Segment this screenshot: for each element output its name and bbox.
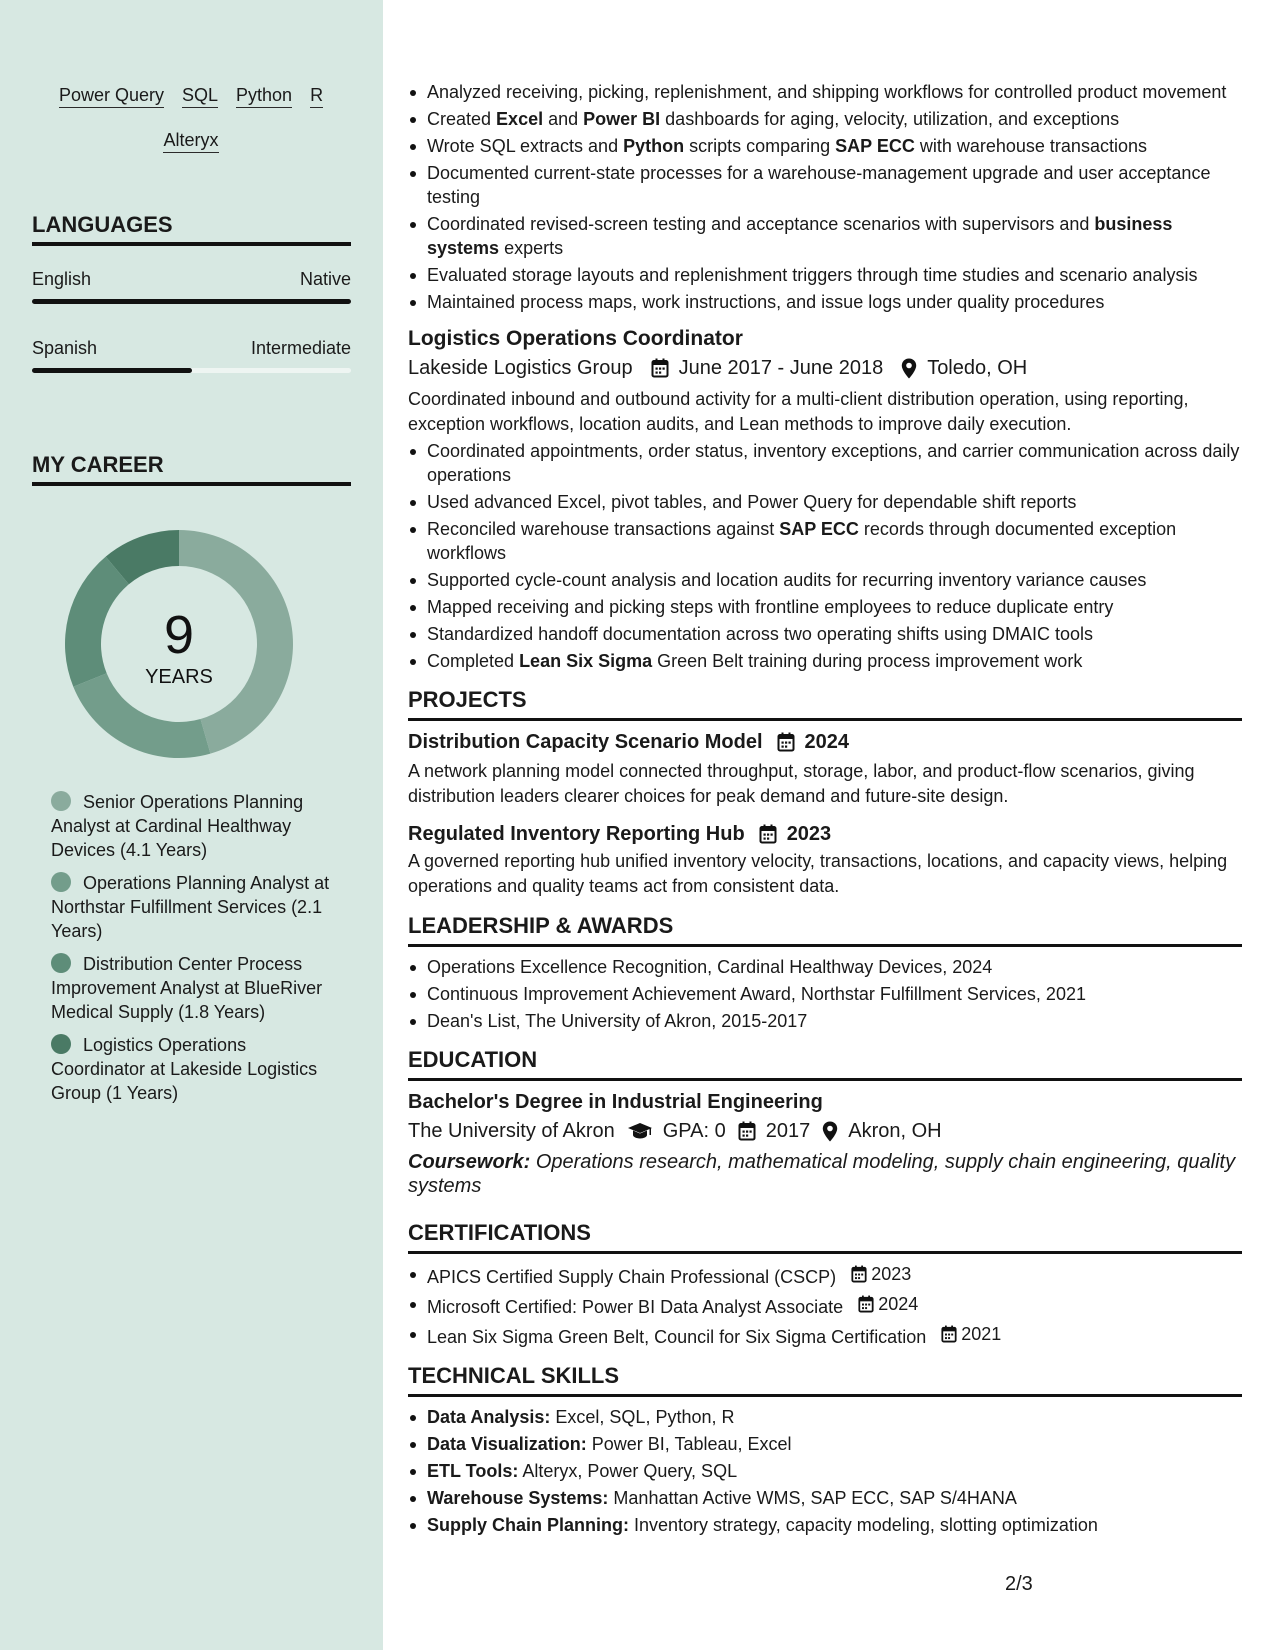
bullet-item: Evaluated storage layouts and replenishment triggers through time studies and scenario analysis bbox=[408, 263, 1242, 287]
language-proficiency-bar bbox=[32, 368, 351, 373]
job-bullets bbox=[408, 439, 1242, 673]
language-proficiency-bar bbox=[32, 299, 351, 304]
skill-label: Supply Chain Planning: bbox=[427, 1515, 629, 1535]
career-legend-item bbox=[51, 871, 331, 943]
language-row bbox=[32, 268, 351, 290]
project-title-row bbox=[408, 821, 1242, 847]
career-total-unit: YEARS bbox=[145, 666, 213, 688]
certifications-list bbox=[408, 1262, 1242, 1349]
technical-skill-item bbox=[408, 1486, 1242, 1510]
page-number: 2/3 bbox=[1005, 1573, 1033, 1595]
award-item: Dean's List, The University of Akron, 2015-2017 bbox=[408, 1009, 1242, 1033]
language-level: Native bbox=[299, 269, 351, 289]
bullet-item: Supported cycle-count analysis and location audits for recurring inventory variance causes bbox=[408, 568, 1242, 592]
bullet-item: Analyzed receiving, picking, replenishment, and shipping workflows for controlled product movement bbox=[408, 80, 1242, 104]
certification-item bbox=[408, 1292, 1242, 1319]
education-heading: EDUCATION bbox=[408, 1047, 1242, 1081]
legend-dot bbox=[51, 1034, 71, 1054]
language-level: Intermediate bbox=[250, 338, 351, 358]
calendar-icon bbox=[651, 358, 669, 378]
language-name: English bbox=[32, 269, 92, 289]
skill-label: Data Analysis: bbox=[427, 1407, 551, 1427]
language-row bbox=[32, 337, 351, 359]
career-legend-item bbox=[51, 1033, 331, 1105]
bullet-item: Completed Lean Six Sigma Green Belt training during process improvement work bbox=[408, 649, 1242, 673]
certification-item bbox=[408, 1322, 1242, 1349]
career-legend-text: Logistics Operations Coordinator at Lakeside Logistics Group (1 Years) bbox=[51, 1035, 318, 1103]
job-company: Lakeside Logistics Group bbox=[408, 357, 633, 379]
bullet-item: Wrote SQL extracts and Python scripts comparing SAP ECC with warehouse transactions bbox=[408, 134, 1242, 158]
award-item: Continuous Improvement Achievement Award, Northstar Fulfillment Services, 2021 bbox=[408, 982, 1242, 1006]
education-gpa: GPA: 0 bbox=[662, 1120, 726, 1142]
education-year: 2017 bbox=[765, 1120, 811, 1142]
skill-label: ETL Tools: bbox=[427, 1461, 519, 1481]
career-legend-item bbox=[51, 952, 331, 1024]
job-description: Coordinated inbound and outbound activity for a multi-client distribution operation, using reporting, exception workflows, location audits, and Lean methods to improve daily execution. bbox=[408, 389, 1189, 434]
technical-skill-item bbox=[408, 1405, 1242, 1429]
bullet-item: Maintained process maps, work instructions, and issue logs under quality procedures bbox=[408, 290, 1242, 314]
technical-skill-item bbox=[408, 1432, 1242, 1456]
job-meta bbox=[408, 355, 1242, 381]
skill-label: Data Visualization: bbox=[427, 1434, 587, 1454]
career-legend bbox=[51, 790, 331, 1114]
career-legend-text: Operations Planning Analyst at Northstar Fulfillment Services (2.1 Years) bbox=[51, 873, 330, 941]
award-item: Operations Excellence Recognition, Cardinal Healthway Devices, 2024 bbox=[408, 955, 1242, 979]
skill-tag: Alteryx bbox=[163, 129, 218, 153]
calendar-icon bbox=[759, 824, 777, 844]
sidebar-skills bbox=[32, 84, 350, 153]
bullet-item: Used advanced Excel, pivot tables, and Power Query for dependable shift reports bbox=[408, 490, 1242, 514]
certification-year: 2023 bbox=[871, 1264, 912, 1284]
languages-heading: LANGUAGES bbox=[32, 212, 351, 246]
skill-value: Power BI, Tableau, Excel bbox=[591, 1434, 792, 1454]
main-content bbox=[383, 0, 1275, 1650]
skill-tag: R bbox=[310, 84, 323, 108]
career-legend-item bbox=[51, 790, 331, 862]
technical-skills-heading: TECHNICAL SKILLS bbox=[408, 1363, 1242, 1397]
calendar-icon bbox=[738, 1121, 756, 1141]
bullet-item: Mapped receiving and picking steps with frontline employees to reduce duplicate entry bbox=[408, 595, 1242, 619]
career-heading: MY CAREER bbox=[32, 452, 351, 486]
language-proficiency-fill bbox=[32, 368, 192, 373]
donut-slice bbox=[179, 530, 293, 754]
project-description: A governed reporting hub unified inventory velocity, transactions, locations, and capacity views, helping operations and quality teams act from consistent data. bbox=[408, 851, 1228, 896]
language-proficiency-fill bbox=[32, 299, 351, 304]
calendar-icon bbox=[777, 732, 795, 752]
technical-skill-item bbox=[408, 1459, 1242, 1483]
career-total-number: 9 bbox=[163, 605, 195, 665]
map-pin-icon bbox=[901, 358, 917, 379]
legend-dot bbox=[51, 791, 71, 811]
map-pin-icon bbox=[822, 1121, 838, 1142]
career-donut-chart bbox=[60, 525, 298, 763]
projects-heading: PROJECTS bbox=[408, 687, 1242, 721]
bullet-item: Coordinated revised-screen testing and acceptance scenarios with supervisors and business systems experts bbox=[408, 212, 1242, 260]
job-location: Toledo, OH bbox=[927, 357, 1028, 379]
legend-dot bbox=[51, 953, 71, 973]
bullet-item: Coordinated appointments, order status, inventory exceptions, and carrier communication across daily operations bbox=[408, 439, 1242, 487]
coursework-label: Coursework: bbox=[408, 1151, 531, 1173]
skill-label: Warehouse Systems: bbox=[427, 1488, 609, 1508]
calendar-icon bbox=[858, 1295, 874, 1313]
sidebar bbox=[0, 0, 383, 1650]
certification-year: 2024 bbox=[878, 1294, 919, 1314]
awards-heading: LEADERSHIP & AWARDS bbox=[408, 913, 1242, 947]
skill-tag: Python bbox=[236, 84, 292, 108]
bullet-item: Documented current-state processes for a warehouse-management upgrade and user acceptance testing bbox=[408, 161, 1242, 209]
graduation-cap-icon bbox=[627, 1122, 653, 1140]
project-year: 2023 bbox=[786, 823, 832, 845]
bullet-item: Reconciled warehouse transactions against SAP ECC records through documented exception workflows bbox=[408, 517, 1242, 565]
skill-value: Excel, SQL, Python, R bbox=[555, 1407, 735, 1427]
job-title: Logistics Operations Coordinator bbox=[408, 327, 743, 350]
project-description: A network planning model connected throughput, storage, labor, and product-flow scenarios, giving distribution leaders clearer choices for peak demand and future-site design. bbox=[408, 761, 1195, 806]
education-coursework bbox=[408, 1150, 1242, 1198]
career-legend-text: Senior Operations Planning Analyst at Cardinal Healthway Devices (4.1 Years) bbox=[51, 792, 304, 860]
education-location: Akron, OH bbox=[848, 1120, 942, 1142]
project-title: Distribution Capacity Scenario Model bbox=[408, 731, 763, 753]
certifications-heading: CERTIFICATIONS bbox=[408, 1220, 1242, 1254]
bullet-item: Standardized handoff documentation across two operating shifts using DMAIC tools bbox=[408, 622, 1242, 646]
skill-tag: Power Query bbox=[59, 84, 164, 108]
prev-job-bullets bbox=[408, 80, 1242, 314]
technical-skills-list bbox=[408, 1405, 1242, 1537]
legend-dot bbox=[51, 872, 71, 892]
calendar-icon bbox=[941, 1325, 957, 1343]
project-title: Regulated Inventory Reporting Hub bbox=[408, 823, 745, 845]
awards-list bbox=[408, 955, 1242, 1033]
language-name: Spanish bbox=[32, 338, 98, 358]
education-meta bbox=[408, 1118, 1242, 1144]
career-legend-text: Distribution Center Process Improvement Analyst at BlueRiver Medical Supply (1.8 Years) bbox=[51, 954, 323, 1022]
skill-value: Inventory strategy, capacity modeling, slotting optimization bbox=[634, 1515, 1098, 1535]
certification-year: 2021 bbox=[961, 1324, 1002, 1344]
technical-skill-item bbox=[408, 1513, 1242, 1537]
skill-value: Manhattan Active WMS, SAP ECC, SAP S/4HANA bbox=[613, 1488, 1017, 1508]
bullet-item: Created Excel and Power BI dashboards for aging, velocity, utilization, and exceptions bbox=[408, 107, 1242, 131]
project-title-row bbox=[408, 729, 1242, 755]
education-degree: Bachelor's Degree in Industrial Engineering bbox=[408, 1091, 823, 1113]
education-school: The University of Akron bbox=[408, 1120, 615, 1142]
donut-slice bbox=[65, 557, 129, 687]
certification-name: Lean Six Sigma Green Belt, Council for Six Sigma Certification bbox=[427, 1327, 927, 1347]
certification-name: Microsoft Certified: Power BI Data Analyst Associate bbox=[427, 1297, 844, 1317]
certification-item bbox=[408, 1262, 1242, 1289]
coursework-text: Operations research, mathematical modeling, supply chain engineering, quality systems bbox=[408, 1151, 1236, 1197]
skill-tag: SQL bbox=[182, 84, 218, 108]
skill-value: Alteryx, Power Query, SQL bbox=[522, 1461, 738, 1481]
job-dates: June 2017 - June 2018 bbox=[678, 357, 884, 379]
calendar-icon bbox=[851, 1265, 867, 1283]
certification-name: APICS Certified Supply Chain Professional (CSCP) bbox=[427, 1267, 837, 1287]
project-year: 2024 bbox=[804, 731, 850, 753]
